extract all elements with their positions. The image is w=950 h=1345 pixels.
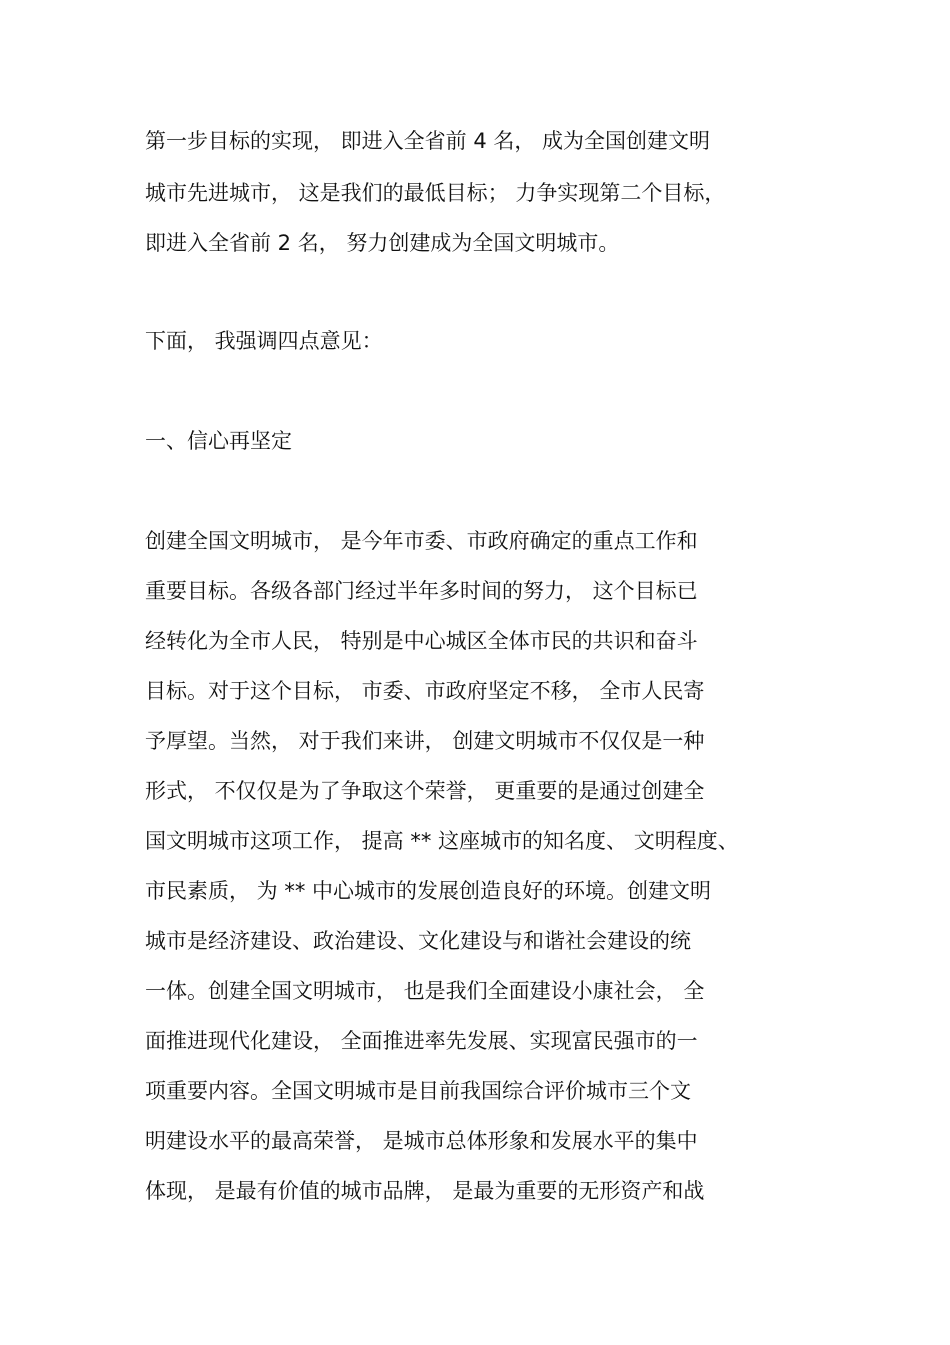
- text-line: 目标。对于这个目标， 市委、市政府坚定不移， 全市人民寄: [145, 679, 705, 703]
- text-line: 明建设水平的最高荣誉， 是城市总体形象和发展水平的集中: [145, 1129, 698, 1153]
- text-line: 城市是经济建设、政治建设、文化建设与和谐社会建设的统: [145, 929, 691, 953]
- text-line: 即进入全省前 2 名， 努力创建成为全国文明城市。: [145, 231, 620, 255]
- text-line: 创建全国文明城市， 是今年市委、市政府确定的重点工作和: [145, 529, 698, 553]
- text-line: 城市先进城市， 这是我们的最低目标； 力争实现第二个目标，: [145, 181, 726, 205]
- transition-text: 下面， 我强调四点意见：: [145, 329, 383, 353]
- section-heading: 一、信心再坚定: [145, 429, 292, 453]
- text-line: 重要目标。各级各部门经过半年多时间的努力， 这个目标已: [145, 579, 698, 603]
- text-line: 第一步目标的实现， 即进入全省前 4 名， 成为全国创建文明: [145, 129, 711, 153]
- text-line: 国文明城市这项工作， 提高 ** 这座城市的知名度、 文明程度、: [145, 829, 739, 853]
- text-line: 项重要内容。全国文明城市是目前我国综合评价城市三个文: [145, 1079, 691, 1103]
- text-line: 予厚望。当然， 对于我们来讲， 创建文明城市不仅仅是一种: [145, 729, 705, 753]
- text-line: 一体。创建全国文明城市， 也是我们全面建设小康社会， 全: [145, 979, 705, 1003]
- text-line: 面推进现代化建设， 全面推进率先发展、实现富民强市的一: [145, 1029, 698, 1053]
- text-line: 市民素质， 为 ** 中心城市的发展创造良好的环境。创建文明: [145, 879, 712, 903]
- text-line: 体现， 是最有价值的城市品牌， 是最为重要的无形资产和战: [145, 1179, 705, 1203]
- text-line: 经转化为全市人民， 特别是中心城区全体市民的共识和奋斗: [145, 629, 698, 653]
- text-line: 形式， 不仅仅是为了争取这个荣誉， 更重要的是通过创建全: [145, 779, 705, 803]
